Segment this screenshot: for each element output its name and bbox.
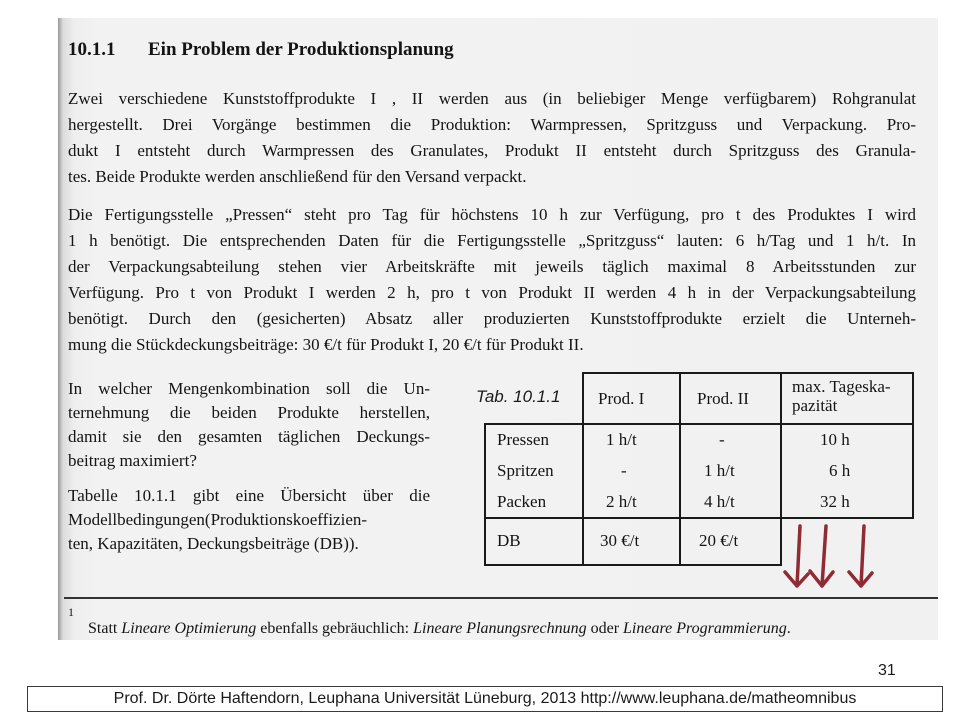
text-line: ten, Kapazitäten, Deckungsbeiträge (DB)).	[68, 534, 359, 553]
text-line: dukt I entsteht durch Warmpressen des Granulates, Produkt II entsteht durch Spritzguss des Granula-	[68, 141, 916, 160]
table-intro	[68, 486, 430, 554]
row-label: Packen	[497, 492, 547, 511]
page-number: 31	[878, 662, 896, 679]
column-header-prod2: Prod. II	[697, 389, 749, 408]
footnote-term: Lineare Optimierung	[121, 620, 257, 637]
question	[68, 379, 430, 471]
table-cell: -	[719, 430, 725, 449]
paragraph-1	[68, 89, 916, 187]
column-header-capacity: max. Tageska-	[792, 377, 891, 396]
column-header-prod1: Prod. I	[598, 389, 645, 408]
table-rule	[484, 517, 914, 519]
footnote-term: Lineare Planungsrechnung	[413, 620, 587, 637]
text-line: Tabelle 10.1.1 gibt eine Übersicht über die	[68, 486, 430, 505]
footnote-number: 1	[68, 605, 74, 619]
table-cell: 30 €/t	[600, 531, 640, 550]
text-line: In welcher Mengenkombination soll die Un-	[68, 379, 430, 398]
table-rule	[582, 372, 584, 566]
column-header-capacity: pazität	[792, 396, 838, 415]
footnote	[88, 619, 791, 639]
text-line: ternehmung die beiden Produkte herstellen,	[68, 403, 430, 422]
table-cell: 20 €/t	[699, 531, 739, 550]
text-line: benötigt. Durch den (gesicherten) Absatz aller produzierten Kunststoffprodukte erzielt die Unterneh-	[68, 309, 916, 328]
table-rule	[780, 372, 782, 566]
text-line: tes. Beide Produkte werden anschließend für den Versand verpackt.	[68, 167, 527, 186]
table-cell: 4 h/t	[704, 492, 735, 511]
row-label: DB	[497, 531, 521, 550]
text-line: hergestellt. Drei Vorgänge bestimmen die Produktion: Warmpressen, Spritzguss und Verpackung. Pro-	[68, 115, 916, 134]
text-line: beitrag maximiert?	[68, 451, 197, 470]
row-label: Pressen	[497, 430, 549, 449]
table-rule	[679, 372, 681, 566]
table-cell: 2 h/t	[606, 492, 637, 511]
table-cell: 10 h	[820, 430, 850, 449]
footnote-text: ebenfalls gebräuchlich:	[256, 620, 414, 637]
table-cell: -	[621, 461, 627, 480]
table-cell: 1 h/t	[704, 461, 735, 480]
table-rule	[912, 372, 914, 519]
section-title: Ein Problem der Produktionsplanung	[148, 39, 454, 60]
text-line: mung die Stückdeckungsbeiträge: 30 €/t für Produkt I, 20 €/t für Produkt II.	[68, 335, 584, 354]
footnote-rule	[64, 597, 938, 599]
footer-text: Prof. Dr. Dörte Haftendorn, Leuphana Universität Lüneburg, 2013 http://www.leuphana.de/matheomnibus	[113, 690, 857, 707]
footnote-text: .	[786, 620, 791, 637]
footnote-term: Lineare Programmierung	[623, 620, 787, 637]
table-rule	[582, 372, 914, 374]
text-line: Verfügung. Pro t von Produkt I werden 2 h, pro t von Produkt II werden 4 h in der Verpackungsabteilung	[68, 283, 916, 302]
footnote-text: Statt	[88, 620, 122, 637]
table-rule	[484, 564, 782, 566]
footer	[27, 686, 943, 712]
table-rule	[484, 423, 486, 566]
table-cell: 32 h	[820, 492, 850, 511]
text-line: damit sie den gesamten täglichen Deckungs-	[68, 427, 430, 446]
text-line: der Verpackungsabteilung stehen vier Arbeitskräfte mit jeweils täglich maximal 8 Arbeitsstunden zur	[68, 257, 916, 276]
row-label: Spritzen	[497, 461, 554, 480]
paragraph-2	[68, 205, 916, 355]
table-caption: Tab. 10.1.1	[476, 387, 561, 406]
text-line: 1 h benötigt. Die entsprechenden Daten für die Fertigungsstelle „Spritzguss“ lauten: 6 h/Tag und 1 h/t. In	[68, 231, 916, 250]
table-cell: 6 h	[829, 461, 851, 480]
text-line: Modellbedingungen(Produktionskoeffizien-	[68, 510, 368, 529]
section-number: 10.1.1	[68, 39, 116, 60]
text-line: Zwei verschiedene Kunststoffprodukte I , II werden aus (in beliebiger Menge verfügbarem) Rohgranulat	[68, 89, 916, 108]
footnote-text: oder	[586, 620, 624, 637]
table-rule	[484, 423, 914, 425]
text-line: Die Fertigungsstelle „Pressen“ steht pro Tag für höchstens 10 h zur Verfügung, pro t des Produktes I wird	[68, 205, 916, 224]
table-cell: 1 h/t	[606, 430, 637, 449]
